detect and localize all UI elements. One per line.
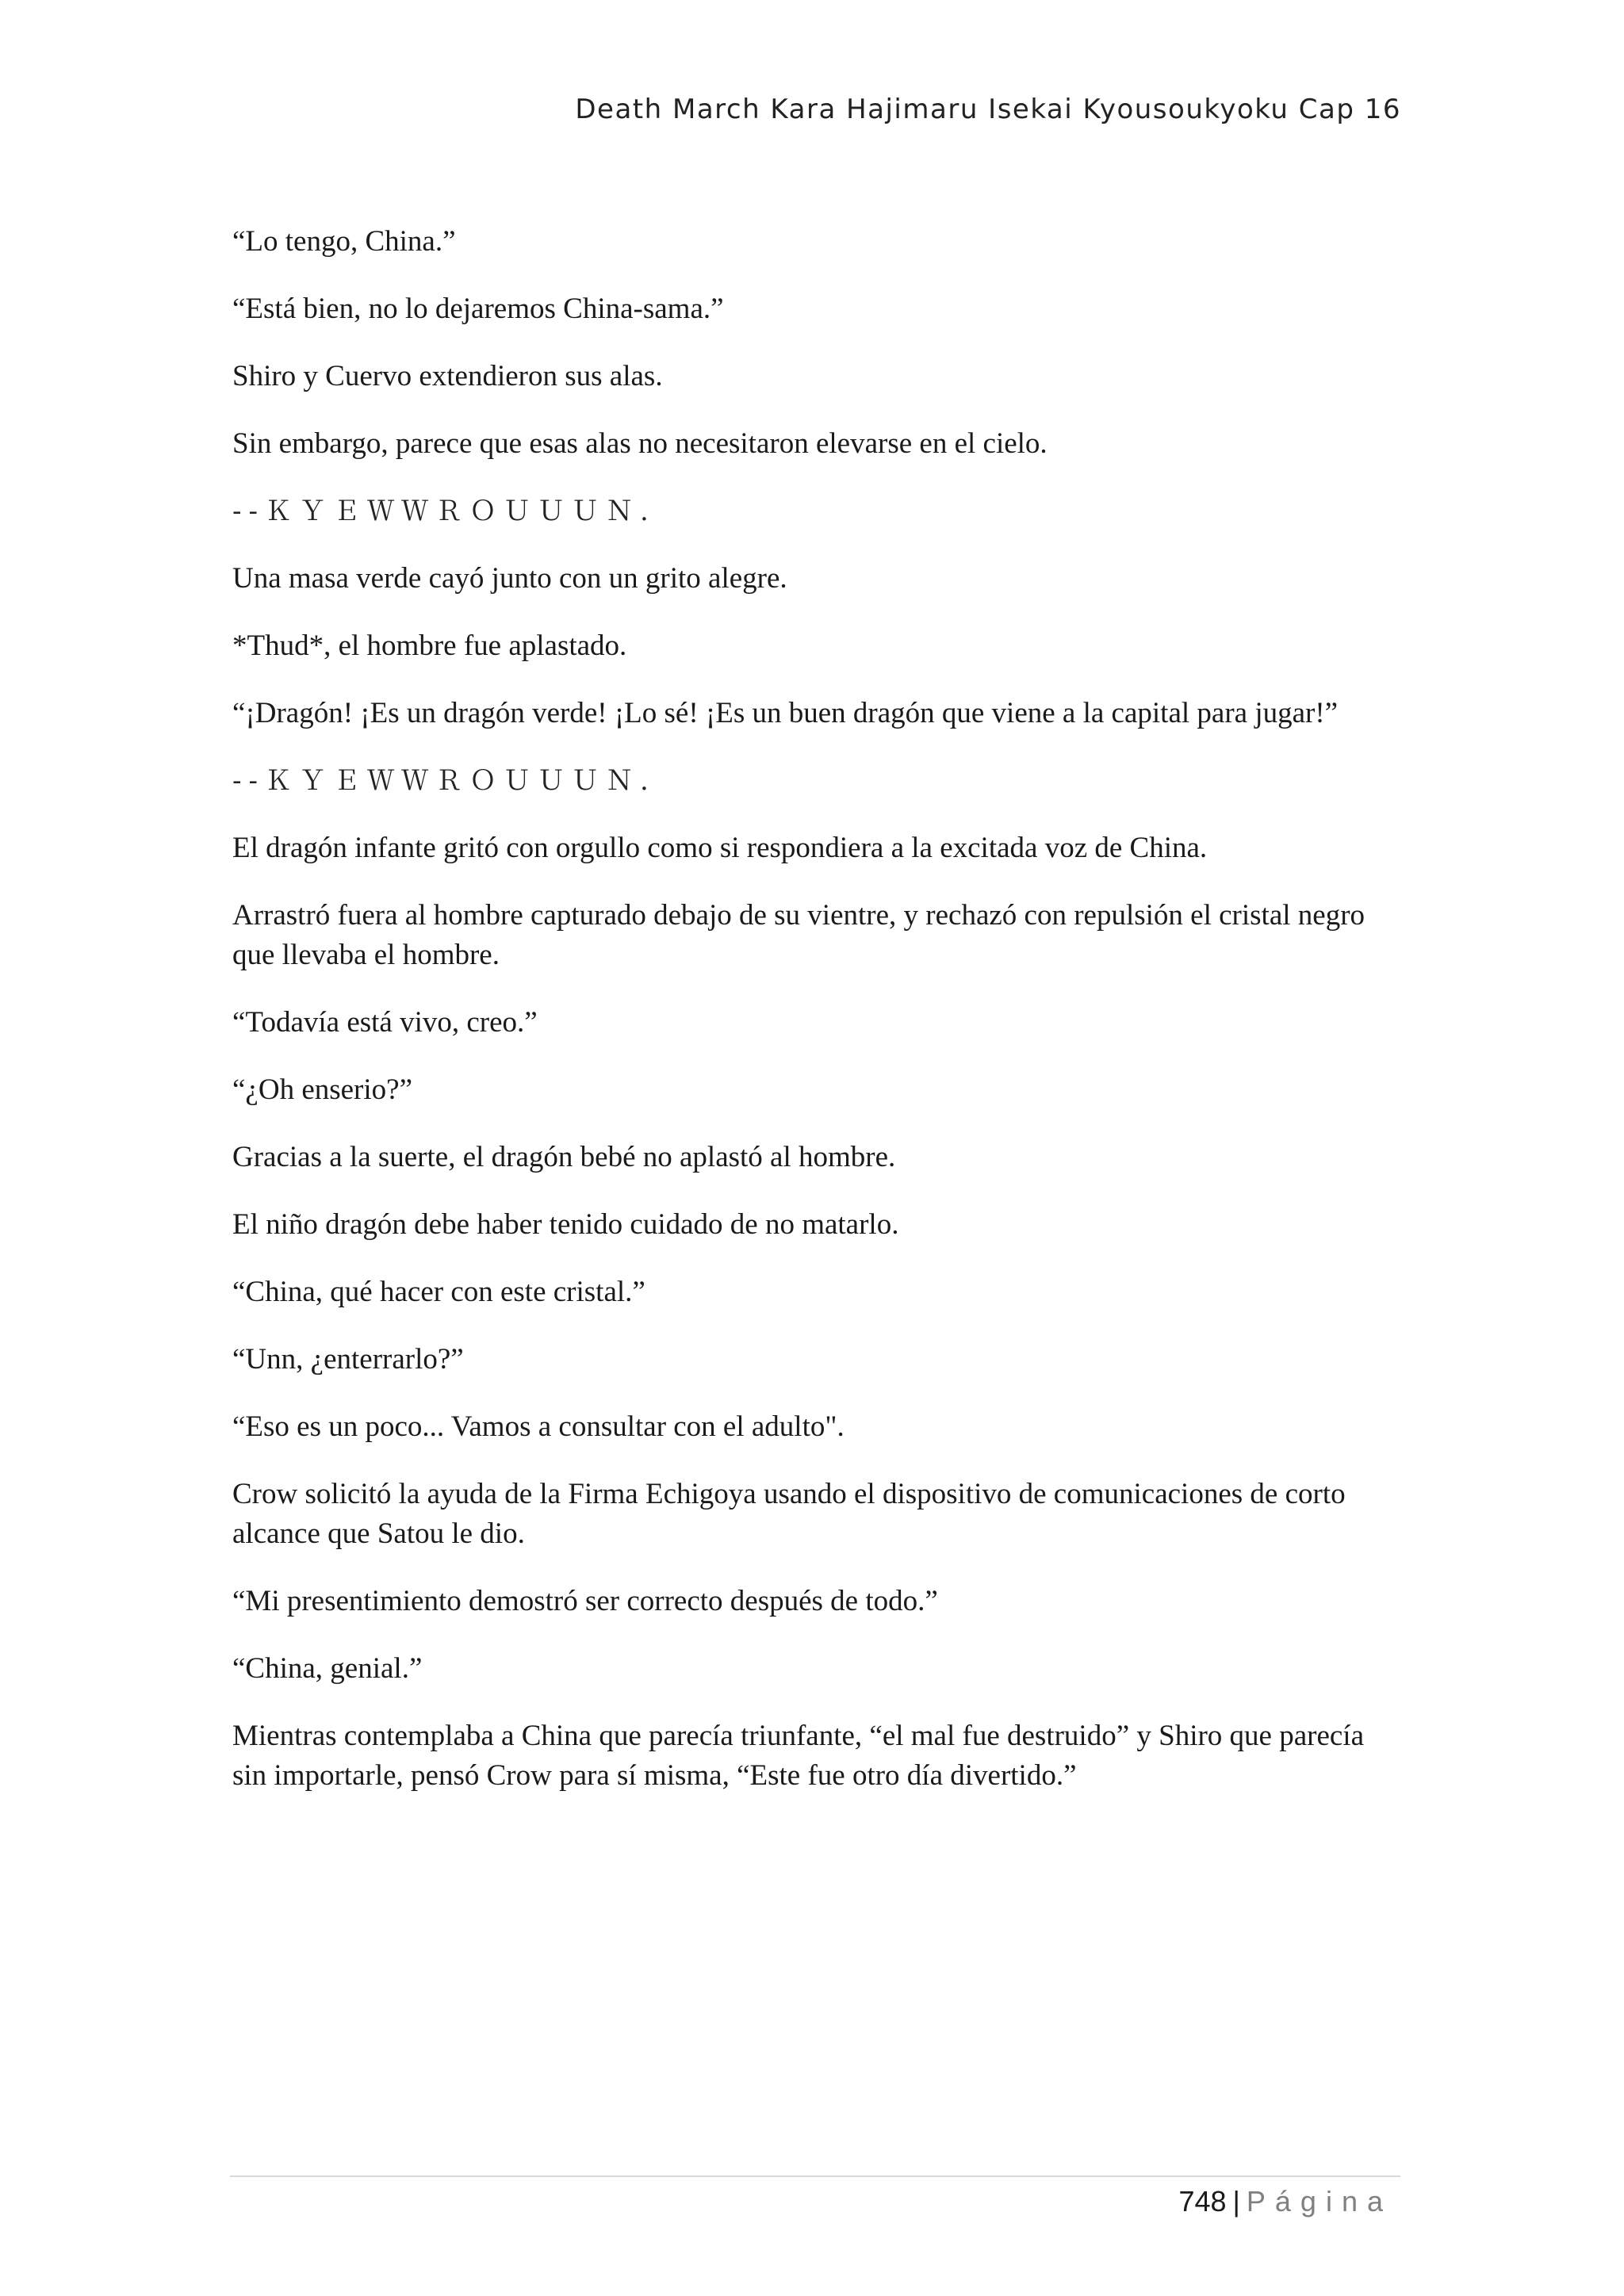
footer-separator: | xyxy=(1232,2185,1240,2218)
paragraph: “Eso es un poco... Vamos a consultar con el adulto". xyxy=(232,1410,845,1443)
paragraph: “China, genial.” xyxy=(232,1652,423,1685)
paragraph: “¿Oh enserio?” xyxy=(232,1073,413,1106)
paragraph: Una masa verde cayó junto con un grito alegre. xyxy=(232,562,787,595)
paragraph: El dragón infante gritó con orgullo como si respondiera a la excitada voz de China. xyxy=(232,832,1208,864)
page-label: Página xyxy=(1246,2185,1392,2218)
footer-divider xyxy=(230,2175,1400,2177)
paragraph: “China, qué hacer con este cristal.” xyxy=(232,1276,645,1308)
paragraph: Gracias a la suerte, el dragón bebé no aplastó al hombre. xyxy=(232,1141,896,1173)
paragraph: “¡Dragón! ¡Es un dragón verde! ¡Lo sé! ¡Es un buen dragón que viene a la capital para jugar!” xyxy=(232,697,1339,729)
body-text xyxy=(232,222,1398,1823)
paragraph: El niño dragón debe haber tenido cuidado de no matarlo. xyxy=(232,1208,899,1241)
page-footer xyxy=(1178,2185,1392,2218)
running-header: Death March Kara Hajimaru Isekai Kyousoukyoku Cap 16 xyxy=(575,94,1401,125)
paragraph: Arrastró fuera al hombre capturado debajo de su vientre, y rechazó con repulsión el cristal negro que llevaba el hombre. xyxy=(232,899,1365,971)
paragraph: *Thud*, el hombre fue aplastado. xyxy=(232,629,627,662)
paragraph: “Unn, ¿enterrarlo?” xyxy=(232,1343,464,1376)
paragraph: Shiro y Cuervo extendieron sus alas. xyxy=(232,360,663,392)
paragraph: “Mi presentimiento demostró ser correcto después de todo.” xyxy=(232,1585,938,1617)
paragraph: “Lo tengo, China.” xyxy=(232,225,456,258)
page-number: 748 xyxy=(1178,2185,1227,2218)
paragraph: Mientras contemplaba a China que parecía triunfante, “el mal fue destruido” y Shiro que parecía sin importarle, pensó Crow para sí misma, “Este fue otro día divertido.” xyxy=(232,1720,1365,1792)
paragraph: Sin embargo, parece que esas alas no necesitaron elevarse en el cielo. xyxy=(232,427,1048,460)
sound-effect-line: --ＫＹＥＷＷＲＯＵＵＵＮ. xyxy=(232,765,656,797)
sound-effect-line: --ＫＹＥＷＷＲＯＵＵＵＮ. xyxy=(232,496,656,527)
paragraph: “Todavía está vivo, creo.” xyxy=(232,1006,538,1039)
paragraph: Crow solicitó la ayuda de la Firma Echigoya usando el dispositivo de comunicaciones de corto alcance que Satou le dio. xyxy=(232,1478,1346,1550)
paragraph: “Está bien, no lo dejaremos China-sama.” xyxy=(232,293,724,325)
